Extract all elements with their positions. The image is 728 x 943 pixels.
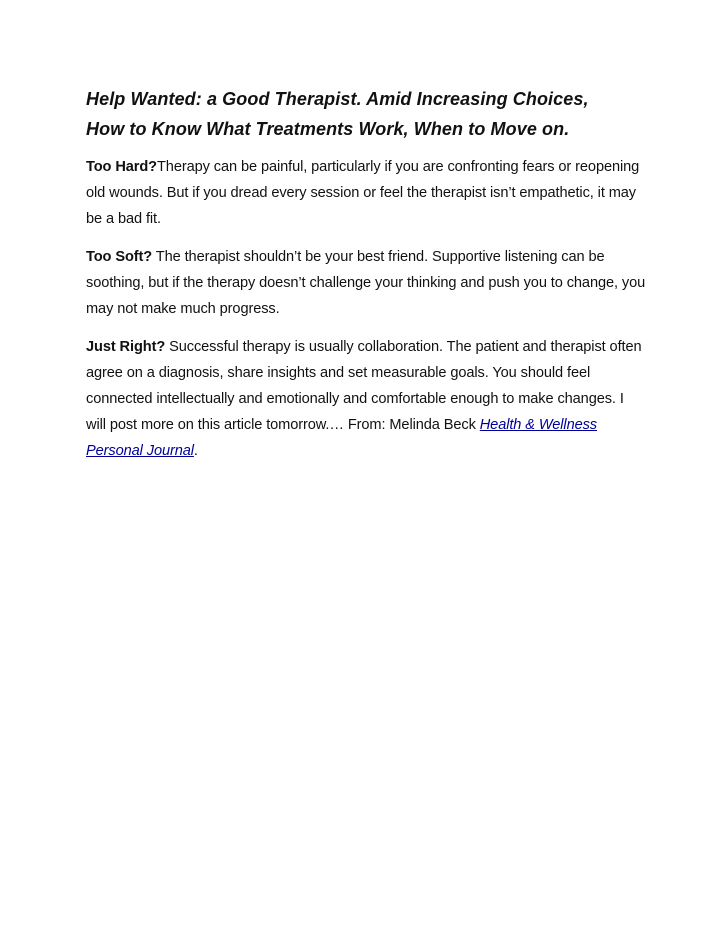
paragraph-too-hard bbox=[86, 154, 646, 232]
paragraph-lead-just-right: Just Right? bbox=[86, 339, 166, 355]
paragraph-just-right bbox=[86, 334, 646, 464]
paragraph-too-soft bbox=[86, 244, 646, 322]
article-title-line-2: How to Know What Treatments Work, When to Move on. bbox=[86, 119, 570, 139]
paragraph-trailing-period: . bbox=[193, 443, 198, 459]
article-title-line-1: Help Wanted: a Good Therapist. Amid Increasing Choices, bbox=[86, 89, 589, 109]
paragraph-body-just-right: Successful therapy is usually collaboration. The patient and therapist often agree on a diagnosis, share insights and set measurable goals. You should feel connected intellectually and emotionally and comfortable enough to make changes. I will post more on this article tomorrow.… From: Melinda Beck bbox=[86, 339, 642, 433]
paragraph-body-too-hard: Therapy can be painful, particularly if you are confronting fears or reopening old wounds. But if you dread every session or feel the therapist isn’t empathetic, it may be a bad fit. bbox=[86, 159, 640, 227]
paragraph-body-too-soft: The therapist shouldn’t be your best friend. Supportive listening can be soothing, but if the therapy doesn’t challenge your thinking and push you to change, you may not make much progress. bbox=[86, 249, 646, 317]
document-page bbox=[86, 84, 646, 476]
paragraph-lead-too-soft: Too Soft? bbox=[86, 249, 153, 265]
article-title bbox=[86, 84, 646, 144]
paragraph-lead-too-hard: Too Hard? bbox=[86, 159, 157, 175]
journal-link[interactable]: Health & Wellness Personal Journal bbox=[86, 417, 598, 459]
